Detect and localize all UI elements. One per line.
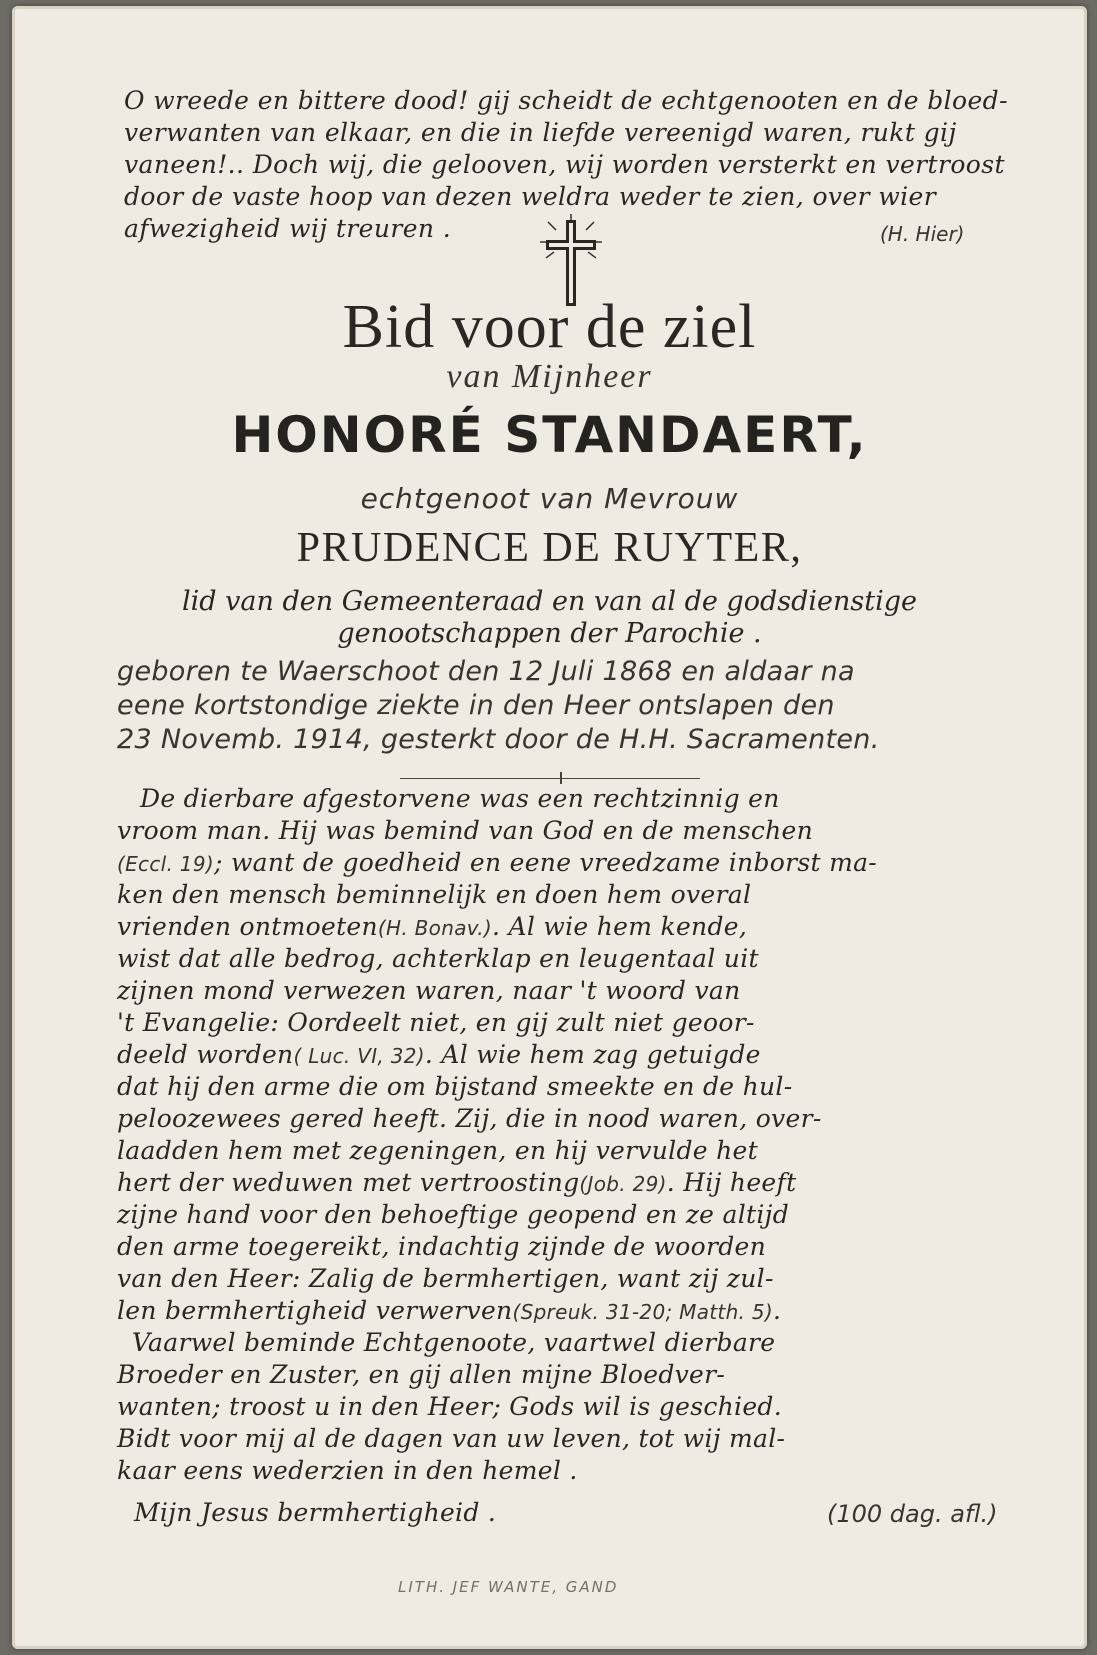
memorial-card [12, 6, 1087, 1649]
body-line: peloozewees gered heeft. Zij, die in nood waren, over- [117, 1104, 822, 1133]
title-van-mijnheer: van Mijnheer [446, 358, 653, 395]
body-line: wanten; troost u in den Heer; Gods wil is geschied. [117, 1392, 782, 1421]
bible-reference: ( Luc. VI, 32) [293, 1044, 425, 1068]
body-line: dat hij den arme die om bijstand smeekte en de hul- [117, 1072, 793, 1101]
body-line: Bidt voor mij al de dagen van uw leven, tot wij mal- [117, 1424, 786, 1453]
divider-ornament [560, 772, 562, 784]
body-line: De dierbare afgestorvene was een rechtzinnig en [140, 784, 780, 813]
deceased-name: HONORÉ STANDAERT, [231, 406, 868, 464]
printer-credit: LITH. JEF WANTE, GAND [398, 1578, 619, 1596]
birth-death-line: geboren te Waerschoot den 12 Juli 1868 en aldaar na [117, 656, 855, 687]
spouse-intro: echtgenoot van Mevrouw [360, 482, 739, 515]
body-line: van den Heer: Zalig de bermhertigen, want zij zul- [117, 1264, 774, 1293]
quote-line: verwanten van elkaar, en die in liefde vereenigd waren, rukt gij [124, 118, 957, 147]
body-line: zijne hand voor den behoeftige geopend en ze altijd [117, 1200, 790, 1229]
body-line: wist dat alle bedrog, achterklap en leugentaal uit [117, 944, 759, 973]
birth-death-line: 23 Novemb. 1914, gesterkt door de H.H. Sacramenten. [117, 724, 880, 755]
quote-source: (H. Hier) [880, 222, 965, 246]
bible-reference: (Eccl. 19) [117, 852, 214, 876]
bible-reference: (H. Bonav.) [377, 916, 493, 940]
body-line: Broeder en Zuster, en gij allen mijne Bloedver- [117, 1360, 726, 1389]
body-line: deeld worden( Luc. VI, 32). Al wie hem zag getuigde [117, 1040, 761, 1069]
quote-line: vaneen!.. Doch wij, die gelooven, wij worden versterkt en vertroost [124, 150, 1005, 179]
membership-line: genootschappen der Parochie . [337, 618, 762, 649]
body-line: vrienden ontmoeten(H. Bonav.). Al wie hem kende, [117, 912, 748, 941]
birth-death-line: eene kortstondige ziekte in den Heer ontslapen den [117, 690, 835, 721]
quote-line: afwezigheid wij treuren . [124, 214, 452, 243]
body-line: (Eccl. 19); want de goedheid en eene vreedzame inborst ma- [117, 848, 878, 877]
body-line: Vaarwel beminde Echtgenoote, vaartwel dierbare [132, 1328, 776, 1357]
body-line: ken den mensch beminnelijk en doen hem overal [117, 880, 752, 909]
quote-line: O wreede en bittere dood! gij scheidt de echtgenooten en de bloed- [124, 86, 1008, 115]
body-line: laadden hem met zegeningen, en hij vervulde het [117, 1136, 758, 1165]
membership-line: lid van den Gemeenteraad en van al de godsdienstige [182, 586, 917, 617]
body-line: den arme toegereikt, indachtig zijnde de woorden [117, 1232, 767, 1261]
body-line: vroom man. Hij was bemind van God en de menschen [117, 816, 814, 845]
body-line: len bermhertigheid verwerven(Spreuk. 31-20; Matth. 5). [117, 1296, 782, 1325]
body-line: 't Evangelie: Oordeelt niet, en gij zult niet geoor- [117, 1008, 755, 1037]
bible-reference: (Job. 29) [579, 1172, 667, 1196]
prayer-heading: Bid voor de ziel [342, 293, 757, 361]
quote-line: door de vaste hoop van dezen weldra weder te zien, over wier [124, 182, 937, 211]
body-line: zijnen mond verwezen waren, naar 't woord van [117, 976, 741, 1005]
bible-reference: (Spreuk. 31-20; Matth. 5) [512, 1300, 773, 1324]
indulgence-note: (100 dag. afl.) [827, 1500, 998, 1528]
body-line: hert der weduwen met vertroosting(Job. 29). Hij heeft [117, 1168, 797, 1197]
closing-prayer: Mijn Jesus bermhertigheid . [134, 1498, 497, 1527]
spouse-name: PRUDENCE DE RUYTER, [296, 525, 803, 571]
body-line: kaar eens wederzien in den hemel . [117, 1456, 578, 1485]
divider [400, 778, 700, 779]
